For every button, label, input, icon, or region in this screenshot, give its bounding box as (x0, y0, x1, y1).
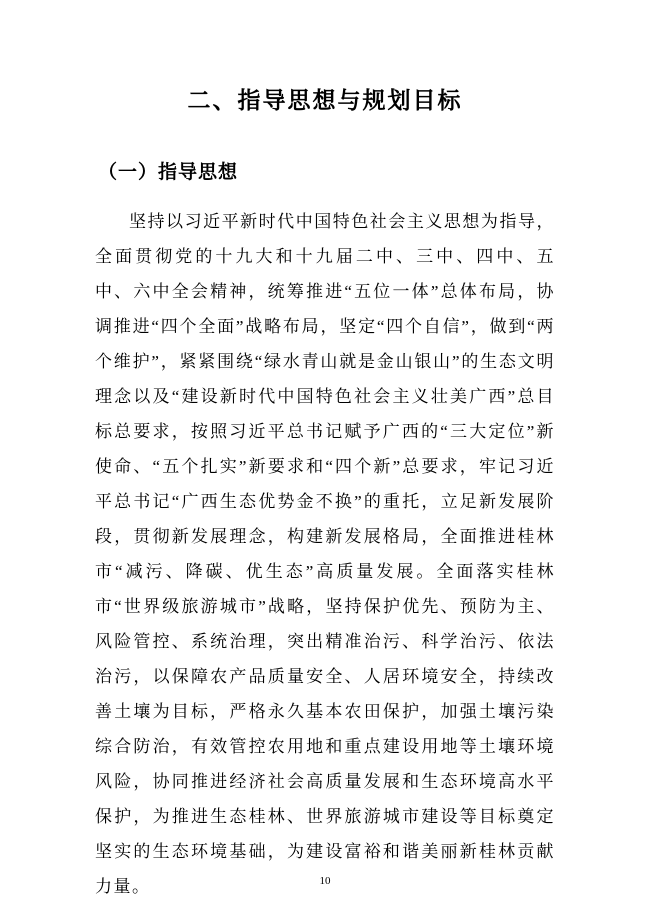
section-heading: （一）指导思想 (98, 162, 239, 183)
body-paragraph: 坚持以习近平新时代中国特色社会主义思想为指导，全面贯彻党的十九大和十九届二中、三中、四中、五中、六中全会精神，统筹推进“五位一体”总体布局，协调推进“四个全面”战略布局，坚定“四个自信”，做到“两个维护”，紧紧围绕“绿水青山就是金山银山”的生态文明理念以及“建设新时代中国特色社会主义壮美广西”总目标总要求，按照习近平总书记赋予广西的“三大定位”新使命、“五个扎实”新要求和“四个新”总要求，牢记习近平总书记“广西生态优势金不换”的重托，立足新发展阶段，贯彻新发展理念，构建新发展格局，全面推进桂林市“减污、降碳、优生态”高质量发展。全面落实桂林市“世界级旅游城市”战略，坚持保护优先、预防为主、风险管控、系统治理，突出精准治污、科学治污、依法治污，以保障农产品质量安全、人居环境安全，持续改善土壤为目标，严格永久基本农田保护，加强土壤污染综合防治，有效管控农用地和重点建设用地等土壤环境风险，协同推进经济社会高质量发展和生态环境高水平保护，为推进生态桂林、世界旅游城市建设等目标奠定坚实的生态环境基础，为建设富裕和谐美丽新桂林贡献力量。 (95, 212, 555, 896)
page-number: 10 (319, 875, 331, 887)
page-title: 二、指导思想与规划目标 (187, 87, 463, 113)
